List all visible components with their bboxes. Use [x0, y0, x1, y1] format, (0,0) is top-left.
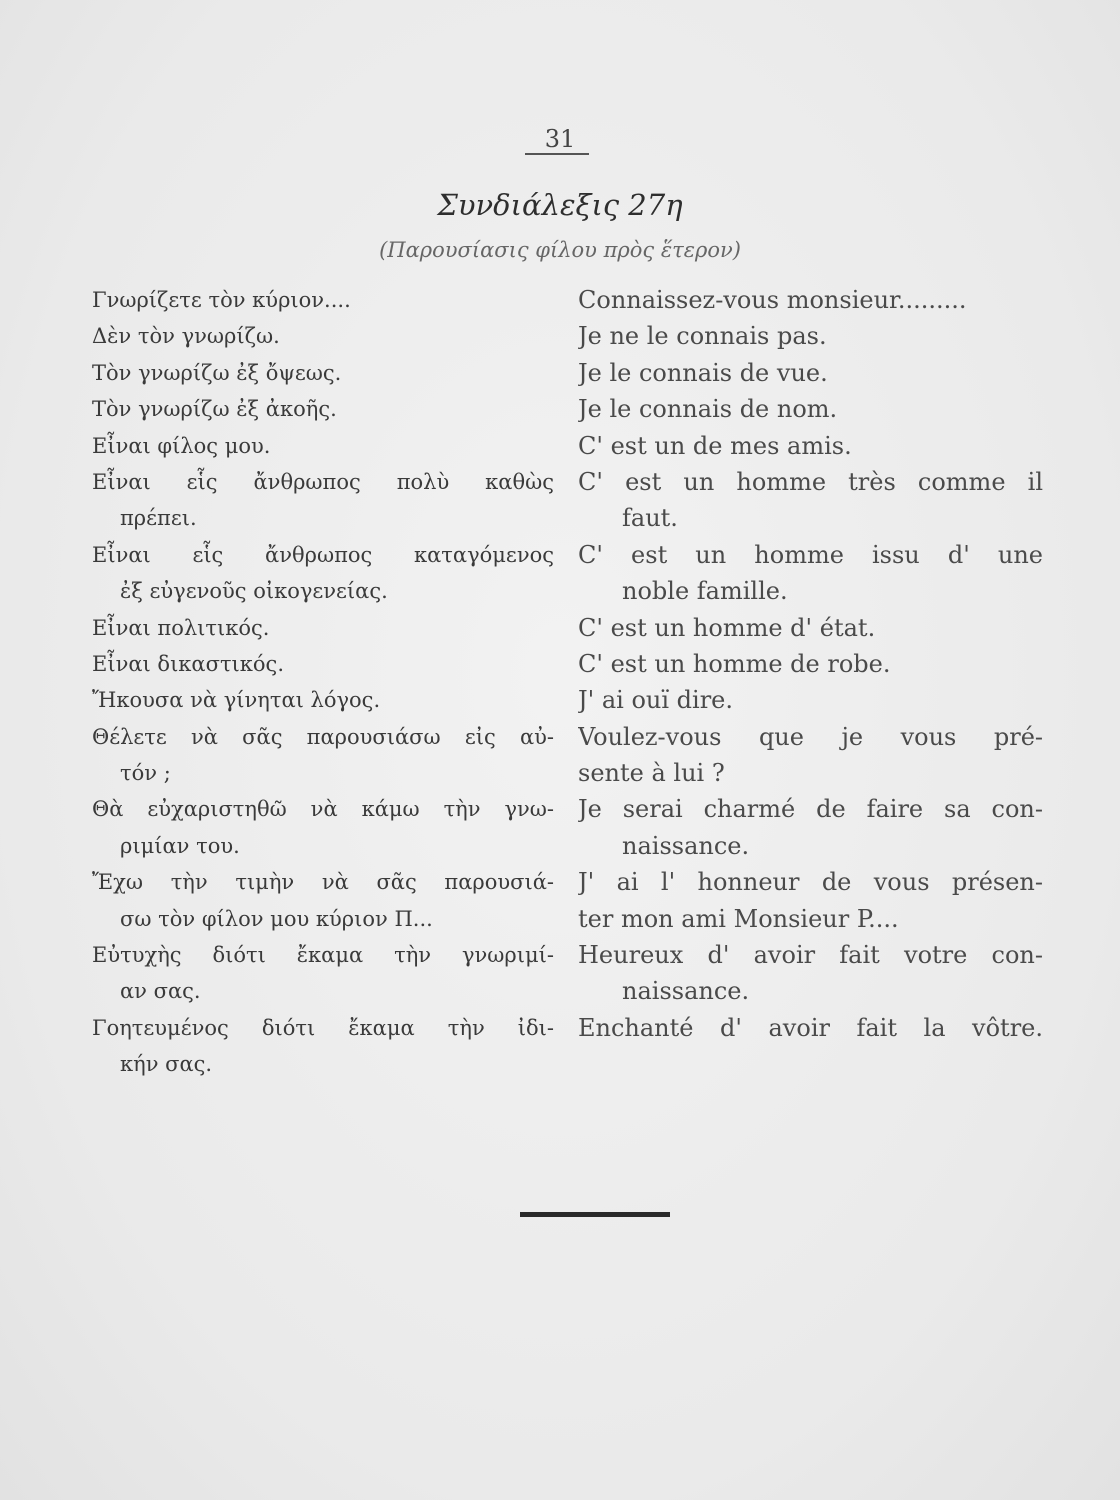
- greek-line: Δὲν τὸν γνωρίζω.: [92, 324, 280, 349]
- greek-line: Εἶναι πολιτικός.: [92, 615, 270, 640]
- french-line: sente à lui ?: [578, 759, 725, 788]
- greek-line: Τὸν γνωρίζω ἐξ ὄψεως.: [92, 360, 342, 385]
- greek-line: Γνωρίζετε τὸν κύριον....: [92, 288, 351, 312]
- french-line: C' est un homme de robe.: [578, 649, 891, 678]
- greek-line: πρέπει.: [120, 506, 197, 531]
- french-line: C' est un de mes amis.: [578, 431, 852, 460]
- french-line: Je ne le connais pas.: [578, 322, 827, 351]
- french-line: Connaissez-vous monsieur.........: [578, 286, 967, 314]
- french-line: noble famille.: [622, 577, 788, 606]
- page-number-underline: [525, 153, 589, 155]
- greek-line: κήν σας.: [120, 1052, 213, 1077]
- greek-line: ἐξ εὐγενοῦς οἰκογενείας.: [120, 579, 388, 604]
- french-column: [578, 282, 1043, 1046]
- french-line: Enchanté d' avoir fait la vôtre.: [578, 1013, 1043, 1042]
- french-line: J' ai l' honneur de vous présen-: [578, 868, 1043, 897]
- greek-line: Εἶναι φίλος μου.: [92, 433, 271, 458]
- page-number: 31: [544, 125, 576, 153]
- greek-line: Γοητευμένος διότι ἔκαμα τὴν ἰδι-: [92, 1015, 554, 1040]
- greek-line: Θέλετε νὰ σᾶς παρουσιάσω εἰς αὐ-: [92, 724, 554, 749]
- greek-column: [92, 282, 554, 1083]
- french-line: Voulez-vous que je vous pré-: [578, 722, 1043, 751]
- greek-line: Εὐτυχὴς διότι ἔκαμα τὴν γνωριμί-: [92, 943, 554, 968]
- greek-line: Θὰ εὐχαριστηθῶ νὰ κάμω τὴν γνω-: [92, 797, 554, 822]
- dialogue-subtitle: (Παρουσίασις φίλου πρὸς ἕτερον): [379, 238, 741, 262]
- greek-line: τόν ;: [120, 761, 171, 786]
- greek-line: Τὸν γνωρίζω ἐξ ἀκοῆς.: [92, 397, 337, 422]
- french-line: Je le connais de vue.: [578, 358, 828, 387]
- french-line: faut.: [622, 504, 678, 533]
- end-rule: [520, 1212, 670, 1217]
- greek-line: σω τὸν φίλον μου κύριον Π...: [120, 906, 433, 931]
- french-line: naissance.: [622, 977, 750, 1006]
- greek-line: Εἶναι εἷς ἄνθρωπος πολὺ καθὼς: [92, 469, 554, 494]
- greek-line: Εἶναι εἷς ἄνθρωπος καταγόμενος: [92, 542, 554, 567]
- french-line: naissance.: [622, 831, 750, 860]
- dialogue-title: Συνδιάλεξις 27η: [437, 188, 683, 222]
- french-line: C' est un homme très comme il: [578, 467, 1043, 496]
- greek-line: ριμίαν του.: [120, 833, 240, 858]
- greek-line: Ἔχω τὴν τιμὴν νὰ σᾶς παρουσιά-: [92, 870, 554, 895]
- french-line: Heureux d' avoir fait votre con-: [578, 941, 1043, 970]
- french-line: Je le connais de nom.: [578, 395, 838, 424]
- french-line: J' ai ouï dire.: [578, 686, 734, 715]
- greek-line: Ἤκουσα νὰ γίνηται λόγος.: [92, 688, 381, 713]
- french-line: Je serai charmé de faire sa con-: [578, 795, 1043, 824]
- french-line: C' est un homme d' état.: [578, 613, 876, 642]
- greek-line: αν σας.: [120, 979, 201, 1004]
- french-line: C' est un homme issu d' une: [578, 540, 1043, 569]
- french-line: ter mon ami Monsieur P....: [578, 904, 899, 933]
- greek-line: Εἶναι δικαστικός.: [92, 651, 284, 676]
